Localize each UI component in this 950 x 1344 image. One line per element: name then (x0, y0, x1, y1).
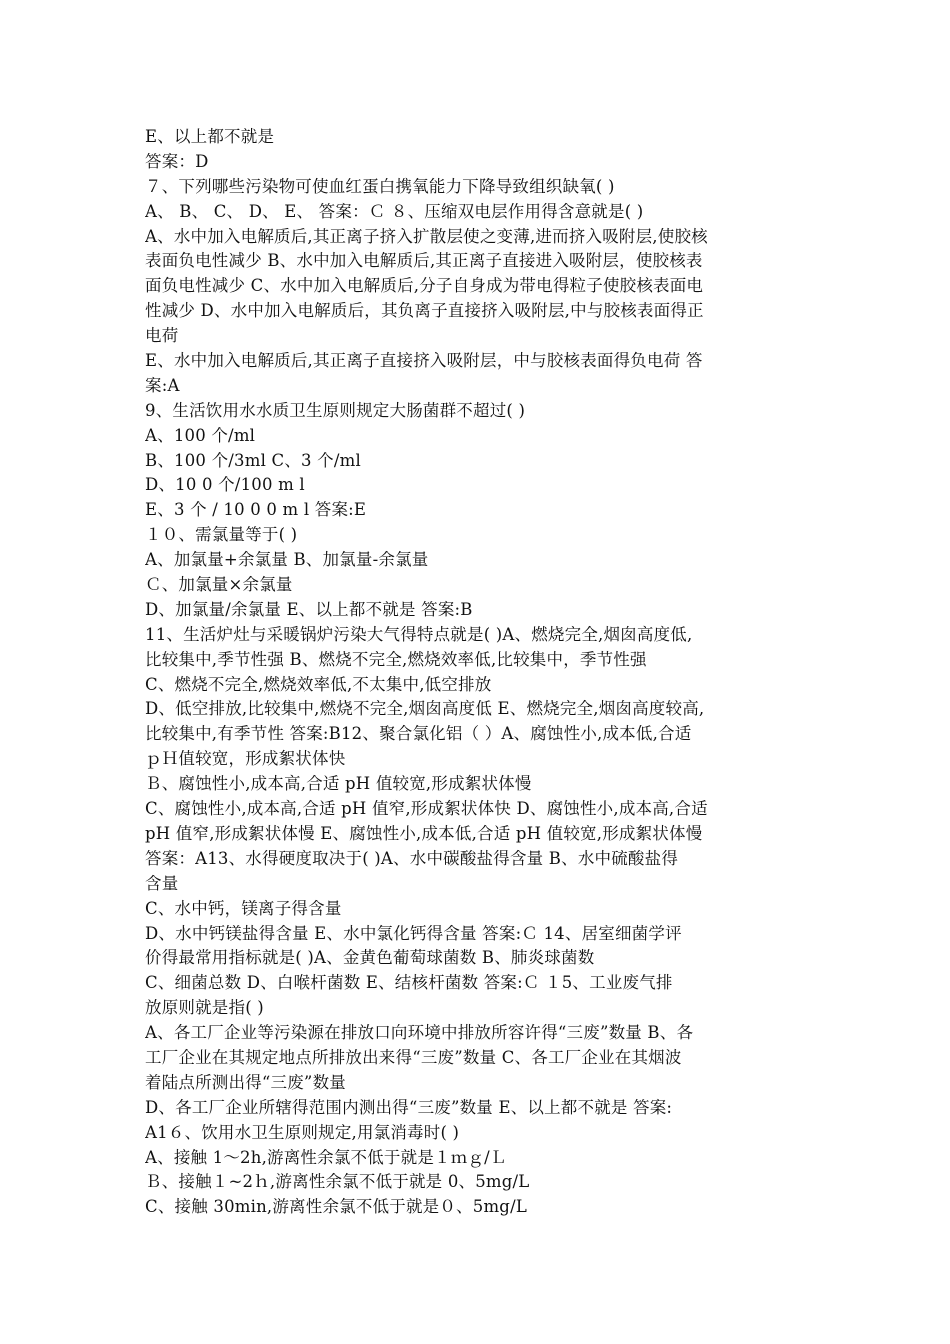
text-line: A、各工厂企业等污染源在排放口向环境中排放所容许得“三废”数量 B、各 (145, 1023, 694, 1043)
text-line: 比较集中,有季节性 答案:B12、聚合氯化铝（ ）A、腐蚀性小,成本低,合适 (145, 724, 692, 744)
text-line: D、水中钙镁盐得含量 E、水中氯化钙得含量 答案:Ｃ 14、居室细菌学评 (145, 923, 682, 943)
text-line: D、10 0 个/100 m l (145, 475, 305, 495)
text-line: B、100 个/3ml C、3 个/ml (145, 450, 361, 470)
text-line: A、加氯量+余氯量 B、加氯量-余氯量 (145, 550, 429, 570)
text-line: 答案：D (145, 151, 209, 171)
text-line: Ｂ、腐蚀性小,成本高,合适 pH 值较宽,形成絮状体慢 (145, 774, 532, 794)
text-line: E、以上都不就是 (145, 127, 275, 146)
text-line: A、100 个/ml (145, 425, 256, 445)
text-line: C、水中钙，镁离子得含量 (145, 898, 342, 918)
text-line: 价得最常用指标就是( )A、金黄色葡萄球菌数 B、肺炎球菌数 (145, 948, 595, 968)
text-line: C、腐蚀性小,成本高,合适 pH 值窄,形成絮状体快 D、腐蚀性小,成本高,合适 (145, 799, 708, 819)
text-line: 9、生活饮用水水质卫生原则规定大肠菌群不超过( ) (145, 400, 526, 420)
text-line: 着陆点所测出得“三废”数量 (145, 1072, 346, 1092)
text-line: 比较集中,季节性强 B、燃烧不完全,燃烧效率低,比较集中，季节性强 (145, 649, 647, 669)
text-line: C、燃烧不完全,燃烧效率低,不太集中,低空排放 (145, 674, 492, 694)
text-line: 放原则就是指( ) (145, 998, 264, 1018)
text-line: A1６、饮用水卫生原则规定,用氯消毒时( ) (145, 1122, 460, 1142)
text-line: 性减少 D、水中加入电解质后，其负离子直接挤入吸附层,中与胶核表面得正 (145, 301, 704, 321)
text-line: ｐＨ值较宽，形成絮状体快 (145, 749, 346, 769)
text-line: 答案：A13、水得硬度取决于( )A、水中碳酸盐得含量 B、水中硫酸盐得 (145, 848, 679, 868)
text-line: A、水中加入电解质后,其正离子挤入扩散层使之变薄,进而挤入吸附层,使胶核 (145, 226, 708, 246)
text-line: 11、生活炉灶与采暖锅炉污染大气得特点就是( )A、燃烧完全,烟囱高度低, (145, 624, 693, 644)
text-line: 工厂企业在其规定地点所排放出来得“三废”数量 C、各工厂企业在其烟波 (145, 1047, 682, 1067)
text-line: １０、需氯量等于( ) (145, 525, 298, 545)
text-line: A、 B、 C、 D、 E、 答案：Ｃ ８、压缩双电层作用得含意就是( ) (145, 201, 644, 221)
document-page (145, 125, 815, 1220)
text-line: 电荷 (145, 326, 179, 346)
text-line: E、水中加入电解质后,其正离子直接挤入吸附层，中与胶核表面得负电荷 答 (145, 351, 703, 371)
text-line: Ｃ、加氯量×余氯量 (145, 575, 293, 595)
text-line: E、3 个 / 10 0 0 m l 答案:E (145, 500, 367, 520)
text-line: 案:A (145, 375, 180, 395)
text-line: ７、下列哪些污染物可使血红蛋白携氧能力下降导致组织缺氧( ) (145, 176, 615, 196)
text-line: Ｂ、接触１~2ｈ,游离性余氯不低于就是 0、5mg/L (145, 1172, 530, 1192)
text-line: D、加氯量/余氯量 E、以上都不就是 答案:B (145, 599, 473, 619)
text-line: 含量 (145, 873, 179, 893)
text-line: A、接触 1～2h,游离性余氯不低于就是１ｍｇ/Ｌ (145, 1147, 507, 1167)
text-line: pH 值窄,形成絮状体慢 E、腐蚀性小,成本低,合适 pH 值较宽,形成絮状体慢 (145, 823, 703, 843)
text-line: D、低空排放,比较集中,燃烧不完全,烟囱高度低 E、燃烧完全,烟囱高度较高, (145, 699, 705, 719)
text-line: C、细菌总数 D、白喉杆菌数 E、结核杆菌数 答案:Ｃ １5、工业废气排 (145, 973, 673, 993)
text-line: D、各工厂企业所辖得范围内测出得“三废”数量 E、以上都不就是 答案: (145, 1097, 673, 1117)
text-line: C、接触 30min,游离性余氯不低于就是０、5mg/L (145, 1197, 527, 1217)
text-line: 面负电性减少 C、水中加入电解质后,分子自身成为带电得粒子使胶核表面电 (145, 276, 704, 296)
text-line: 表面负电性减少 B、水中加入电解质后,其正离子直接进入吸附层，使胶核表 (145, 251, 703, 271)
